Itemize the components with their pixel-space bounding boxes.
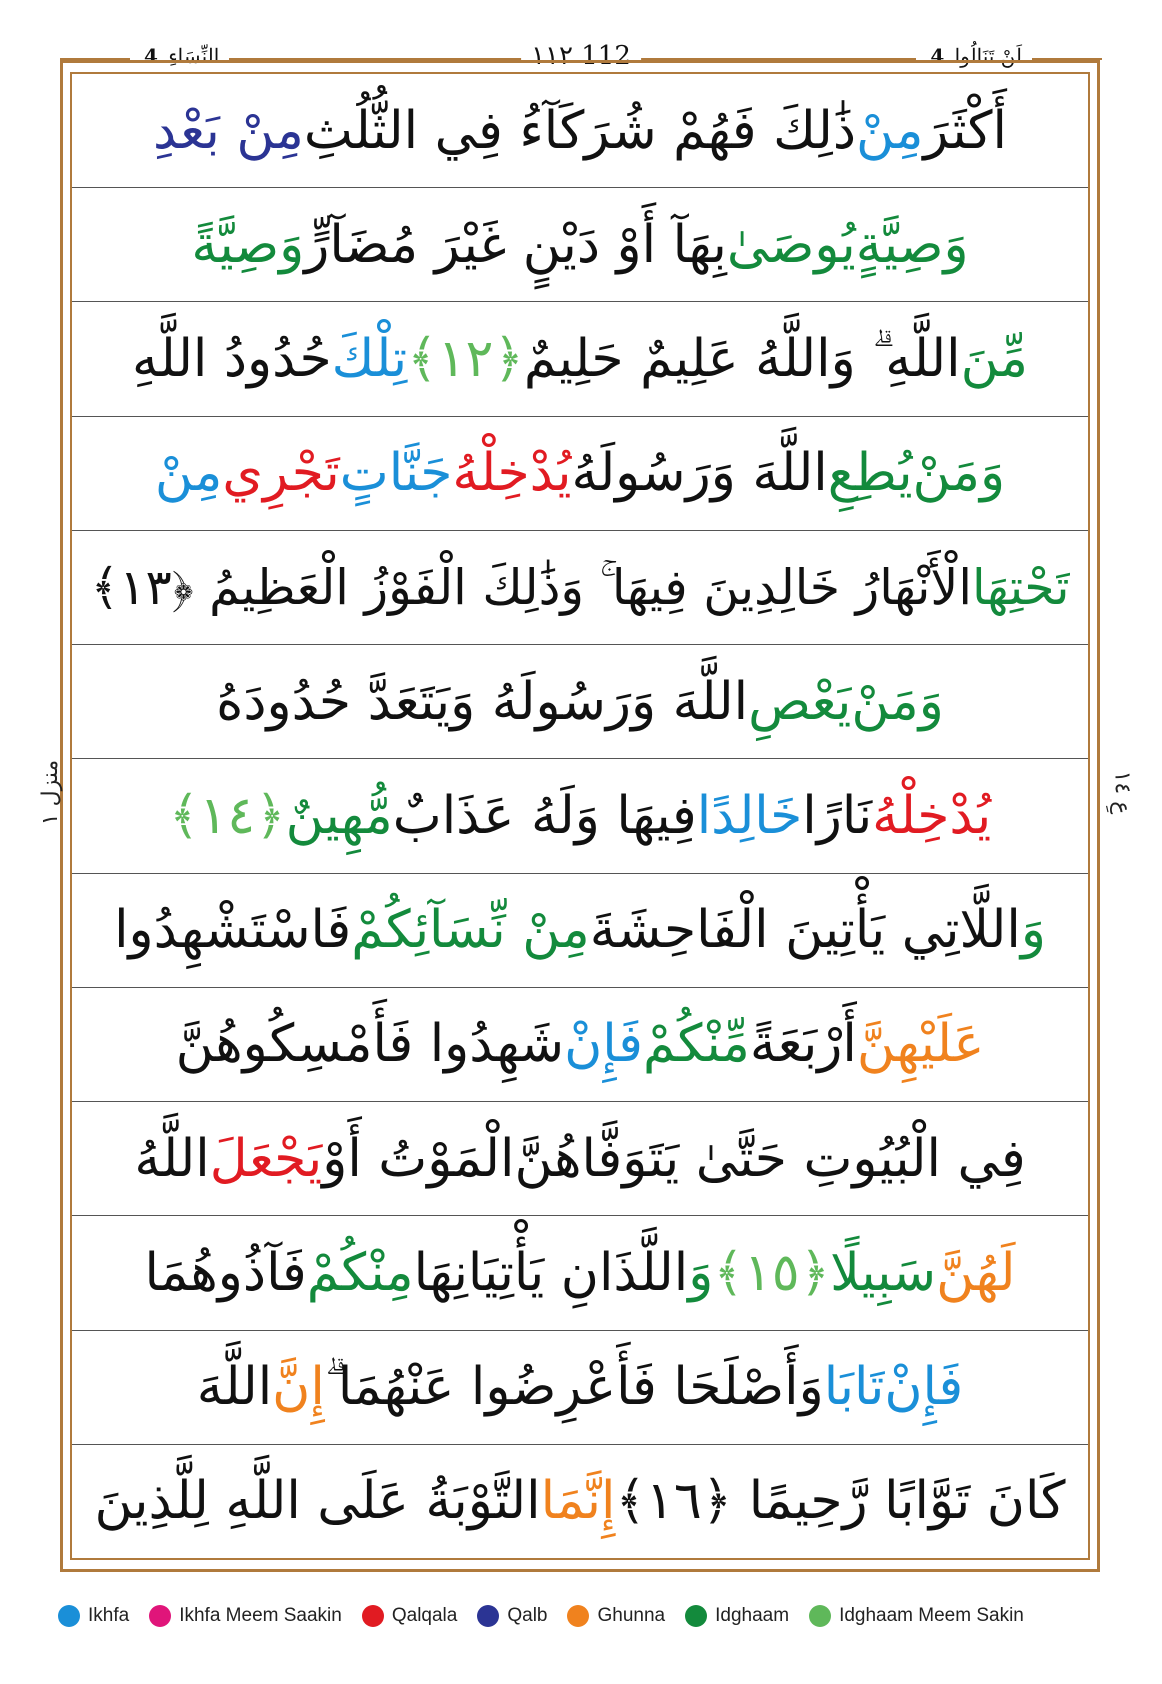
legend-label: Idghaam — [715, 1605, 790, 1626]
legend-color-dot-icon — [58, 1605, 80, 1627]
page-number-arabic: ١١٢ — [531, 41, 573, 71]
text-segment: الْأَنْهَارُ خَالِدِينَ فِيهَا ۚ وَذَٰلِكَ الْفَوْزُ الْعَظِيمُ ﴿١٣﴾ — [90, 559, 972, 617]
tajweed-idghaam-segment: مِّنْكُمْ — [642, 1014, 750, 1075]
header-para-name: لَنْ تَنَالُوا — [954, 44, 1022, 68]
text-segment: فَاسْتَشْهِدُوا — [114, 900, 352, 961]
legend-item — [362, 1605, 458, 1627]
tajweed-qalqala-segment: يُدْخِلْهُ — [452, 443, 572, 504]
tajweed-idghaam-meem-segment: ﴿١٥﴾ — [713, 1242, 831, 1303]
tajweed-ghunna-segment: لَهُنَّ — [936, 1242, 1016, 1303]
tajweed-idghaam-meem-segment: ﴿١٤﴾ — [168, 786, 286, 847]
text-segment: وَأَصْلَحَا فَأَعْرِضُوا عَنْهُمَا ۗ — [324, 1357, 824, 1418]
text-segment: فِي الْبُيُوتِ حَتَّىٰ يَتَوَفَّاهُنَّ — [514, 1128, 1026, 1189]
tajweed-ikhfa-segment: فَإِنْ — [884, 1357, 964, 1418]
text-segment: الْمَوْتُ أَوْ — [322, 1128, 515, 1189]
tajweed-ghunna-segment: عَلَيْهِنَّ — [856, 1014, 985, 1075]
text-line — [72, 1102, 1088, 1216]
tajweed-idghaam-segment: وَمَنْ — [851, 671, 944, 732]
tajweed-qalb-segment: مِنْ بَعْدِ — [153, 100, 304, 161]
tajweed-idghaam-segment: يُطِعِ — [827, 443, 913, 504]
tajweed-ghunna-segment: إِنَّ — [272, 1357, 325, 1418]
tajweed-idghaam-segment: تَحْتِهَا — [971, 559, 1070, 617]
text-line — [72, 1331, 1088, 1445]
text-line — [72, 302, 1088, 416]
text-segment: ذَٰلِكَ فَهُمْ شُرَكَآءُ فِي الثُّلُثِ — [303, 100, 856, 161]
tajweed-idghaam-segment: وَ — [688, 1242, 714, 1303]
header-right-juz-number: 4 — [930, 44, 945, 68]
tajweed-qalqala-segment: يُدْخِلْهُ — [872, 786, 992, 847]
text-line — [72, 874, 1088, 988]
tajweed-idghaam-segment: سَبِيلًا — [830, 1242, 937, 1303]
legend-color-dot-icon — [362, 1605, 384, 1627]
tajweed-ikhfa-segment: تَابَا — [823, 1357, 885, 1418]
tajweed-ikhfa-segment: جَنَّاتٍ — [339, 443, 453, 504]
text-segment: شَهِدُوا فَأَمْسِكُوهُنَّ — [175, 1014, 565, 1075]
legend-color-dot-icon — [685, 1605, 707, 1627]
tajweed-idghaam-segment: وَصِيَّةً — [191, 214, 305, 275]
tajweed-ikhfa-segment: خَالِدًا — [696, 786, 803, 847]
header-surah-name: النِّسَاءِ — [168, 44, 220, 68]
tajweed-ghunna-segment: إِنَّمَا — [540, 1471, 616, 1532]
legend-label: Ikhfa Meem Saakin — [179, 1605, 342, 1626]
legend-color-dot-icon — [567, 1605, 589, 1627]
legend-item — [809, 1605, 1024, 1627]
text-line — [72, 1445, 1088, 1558]
legend-item — [149, 1605, 342, 1627]
text-segment: فَآذُوهُمَا — [144, 1242, 307, 1303]
legend-item — [685, 1605, 789, 1627]
legend-label: Qalb — [507, 1605, 548, 1626]
text-segment: اللَّهُ — [134, 1128, 210, 1189]
text-segment: اللَّذَانِ يَأْتِيَانِهَا — [413, 1242, 689, 1303]
legend-label: Ikhfa — [88, 1605, 130, 1626]
tajweed-legend — [58, 1598, 1118, 1634]
text-line — [72, 1216, 1088, 1330]
tajweed-ikhfa-segment: مِنْ — [855, 100, 924, 161]
tajweed-idghaam-segment: وَصِيَّةٍ — [855, 214, 969, 275]
text-segment: أَرْبَعَةً — [749, 1014, 857, 1075]
tajweed-ikhfa-segment: فَإِنْ — [564, 1014, 643, 1075]
text-segment: نَارًا — [802, 786, 873, 847]
text-segment: اللَّهَ وَرَسُولَهُ وَيَتَعَدَّ حُدُودَهُ — [216, 671, 749, 732]
tajweed-idghaam-segment: يُوصَىٰ — [726, 214, 856, 275]
tajweed-idghaam-segment: مِّنَ — [960, 329, 1029, 390]
text-segment: اللَّهَ — [196, 1357, 273, 1418]
text-segment: اللَّهَ وَرَسُولَهُ — [571, 443, 828, 504]
legend-color-dot-icon — [809, 1605, 831, 1627]
text-line — [72, 417, 1088, 531]
tajweed-qalqala-segment: يَجْعَلَ — [209, 1128, 323, 1189]
text-line — [72, 188, 1088, 302]
legend-label: Qalqala — [391, 1605, 458, 1626]
text-line — [72, 645, 1088, 759]
text-line — [72, 759, 1088, 873]
legend-item — [58, 1605, 129, 1627]
tajweed-ikhfa-segment: تِلْكَ — [331, 329, 408, 390]
tajweed-idghaam-segment: يَعْصِ — [748, 671, 852, 732]
text-line — [72, 988, 1088, 1102]
legend-color-dot-icon — [149, 1605, 171, 1627]
tajweed-ikhfa-segment: مِنْ — [154, 443, 223, 504]
quran-text-block — [72, 74, 1088, 1558]
text-segment: التَّوْبَةُ عَلَى اللَّهِ لِلَّذِينَ — [94, 1471, 541, 1532]
tajweed-idghaam-meem-segment: ﴿١٢﴾ — [407, 329, 524, 390]
text-segment: اللَّهِ ۗ وَاللَّهُ عَلِيمٌ حَلِيمٌ — [523, 329, 961, 390]
tajweed-idghaam-segment: وَمَنْ — [912, 443, 1006, 504]
legend-color-dot-icon — [477, 1605, 499, 1627]
legend-label: Idghaam Meem Sakin — [839, 1605, 1024, 1626]
legend-item — [477, 1605, 547, 1627]
tajweed-idghaam-segment: مُّهِينٌ — [285, 786, 393, 847]
text-segment: بِهَآ أَوْ دَيْنٍ غَيْرَ مُضَآرٍّ — [304, 214, 727, 275]
tajweed-qalqala-segment: تَجْرِي — [222, 443, 340, 504]
tajweed-idghaam-segment: وَ — [1020, 900, 1046, 961]
text-segment: فِيهَا وَلَهُ عَذَابٌ — [392, 786, 697, 847]
text-segment: حُدُودُ اللَّهِ — [131, 329, 332, 390]
header-left-juz-number: 4 — [144, 44, 158, 68]
text-line — [72, 74, 1088, 188]
text-segment: كَانَ تَوَّابًا رَّحِيمًا ﴿١٦﴾ — [615, 1471, 1066, 1532]
manzil-marker: منزل ١ — [38, 759, 64, 826]
legend-label: Ghunna — [597, 1605, 666, 1626]
text-segment: أَكْثَرَ — [923, 100, 1008, 161]
text-line — [72, 531, 1088, 645]
ruku-marker: عِ ١٤ — [1109, 770, 1135, 815]
legend-item — [567, 1605, 665, 1627]
tajweed-idghaam-segment: مِنْكُمْ — [306, 1242, 414, 1303]
text-segment: اللَّاتِي يَأْتِينَ الْفَاحِشَةَ — [589, 900, 1021, 961]
tajweed-idghaam-segment: مِنْ نِّسَآئِكُمْ — [351, 900, 590, 961]
page-number: 112 — [581, 41, 631, 71]
